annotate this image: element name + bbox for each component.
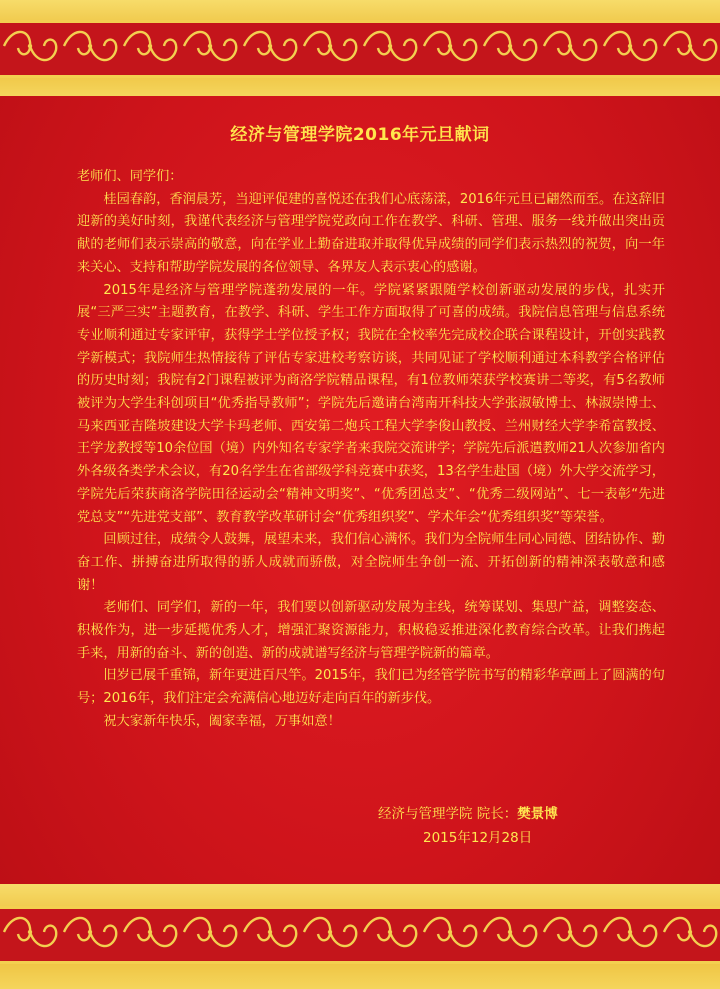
- salutation: 老师们、同学们：: [77, 169, 183, 184]
- paragraph-5: 旧岁已展千重锦，新年更进百尺竿。2015年，我们已为经管学院书写的精彩华章画上了圆满的句号；2016年，我们注定会充满信心地迈好走向百年的新步伐。: [77, 668, 665, 707]
- scroll-motif: [484, 32, 536, 60]
- paragraph-2: 2015年是经济与管理学院蓬勃发展的一年。学院紧紧跟随学校创新驱动发展的步伐，扎实开展“三严三实”主题教育，在教学、科研、学生工作方面取得了可喜的成绩。我院信息管理与信息系统专业顺利通过专家评审，获得学士学位授予权；我院在全校率先完成校企联合课程设计，开创实践教学新模式；我院师生热情接待了评估专家进校考察访谈，共同见证了学校顺利通过本科教学合格评估的历史时刻；我院有2门课程被评为商洛学院精品课程，有1位教师荣获学校赛讲二等奖，有5名教师被评为大学生科创项目“优秀指导教师”；学院先后邀请台湾南开科技大学张淑敏博士、林淑崇博士、马来西亚吉隆坡建设大学卡玛老师、西安第二炮兵工程大学李俊山教授、兰州财经大学李希富教授、王学龙教授等10余位国（境）内外知名专家学者来我院交流讲学；学院先后派遣教师21人次参加省内外各级各类学术会议，有20名学生在省部级学科竞赛中获奖，13名学生赴国（境）外大学交流学习，学院先后荣获商洛学院田径运动会“精神文明奖”、“优秀团总支”、“优秀二级网站”、七一表彰“先进党总支”“先进党支部”、教育教学改革研讨会“优秀组织奖”、学术年会“优秀组织奖”等荣誉。: [77, 282, 665, 525]
- scroll-motif: [424, 32, 476, 60]
- scroll-motif: [244, 32, 296, 60]
- scroll-motif: [244, 918, 296, 946]
- bottom-ornamental-border: [0, 884, 720, 989]
- scroll-motif: [364, 32, 416, 60]
- paragraph-1: 桂园春韵，香润晨芳，当迎评促建的喜悦还在我们心底荡漾，2016年元旦已翩然而至。在这辞旧迎新的美好时刻，我谨代表经济与管理学院党政向工作在教学、科研、管理、服务一线并做出突出贡献的老师们表示崇高的敬意，向在学业上勤奋进取并取得优异成绩的同学们表示热烈的祝贺，向一年来关心、支持和帮助学院发展的各位领导、各界友人表示衷心的感谢。: [77, 191, 665, 275]
- scroll-motif: [184, 918, 236, 946]
- bottom-ornament-pattern: [0, 884, 720, 989]
- scroll-motif: [604, 918, 656, 946]
- scroll-motif: [664, 918, 716, 946]
- scroll-motif: [4, 32, 56, 60]
- signature-name: 樊景博: [517, 806, 558, 822]
- scroll-motif: [4, 918, 56, 946]
- scroll-motif: [424, 918, 476, 946]
- scroll-motif: [604, 32, 656, 60]
- paragraph-6: 祝大家新年快乐，阖家幸福，万事如意！: [103, 713, 341, 729]
- signature-date: 2015年12月28日: [423, 830, 533, 846]
- scroll-motif: [544, 32, 596, 60]
- scroll-motif: [184, 32, 236, 60]
- scroll-motif: [664, 32, 716, 60]
- paragraph-3: 回顾过往，成绩令人鼓舞，展望未来，我们信心满怀。我们为全院师生同心同德、团结协作、勤奋工作、拼搏奋进所取得的骄人成就而骄傲，对全院师生争创一流、开拓创新的精神深表敬意和感谢！: [77, 532, 665, 593]
- scroll-motif: [544, 918, 596, 946]
- scroll-motif: [64, 32, 116, 60]
- scroll-motif: [364, 918, 416, 946]
- document-title: 经济与管理学院2016年元旦献词: [230, 125, 490, 145]
- paragraph-4: 老师们、同学们，新的一年，我们要以创新驱动发展为主线，统筹谋划、集思广益，调整姿态、积极作为，进一步延揽优秀人才，增强汇聚资源能力，积极稳妥推进深化教育综合改革。让我们携起手来，用新的奋斗、新的创造、新的成就谱写经济与管理学院新的篇章。: [77, 600, 665, 661]
- top-ornament-pattern: [0, 0, 720, 96]
- scroll-motif: [64, 918, 116, 946]
- scroll-motif: [124, 32, 176, 60]
- scroll-motif: [304, 32, 356, 60]
- scroll-motif: [484, 918, 536, 946]
- signature-org: 经济与管理学院 院长：: [378, 806, 518, 822]
- letter-body: [77, 166, 665, 734]
- scroll-motif: [304, 918, 356, 946]
- top-ornamental-border: [0, 0, 720, 96]
- signature: [378, 802, 558, 822]
- scroll-motif: [124, 918, 176, 946]
